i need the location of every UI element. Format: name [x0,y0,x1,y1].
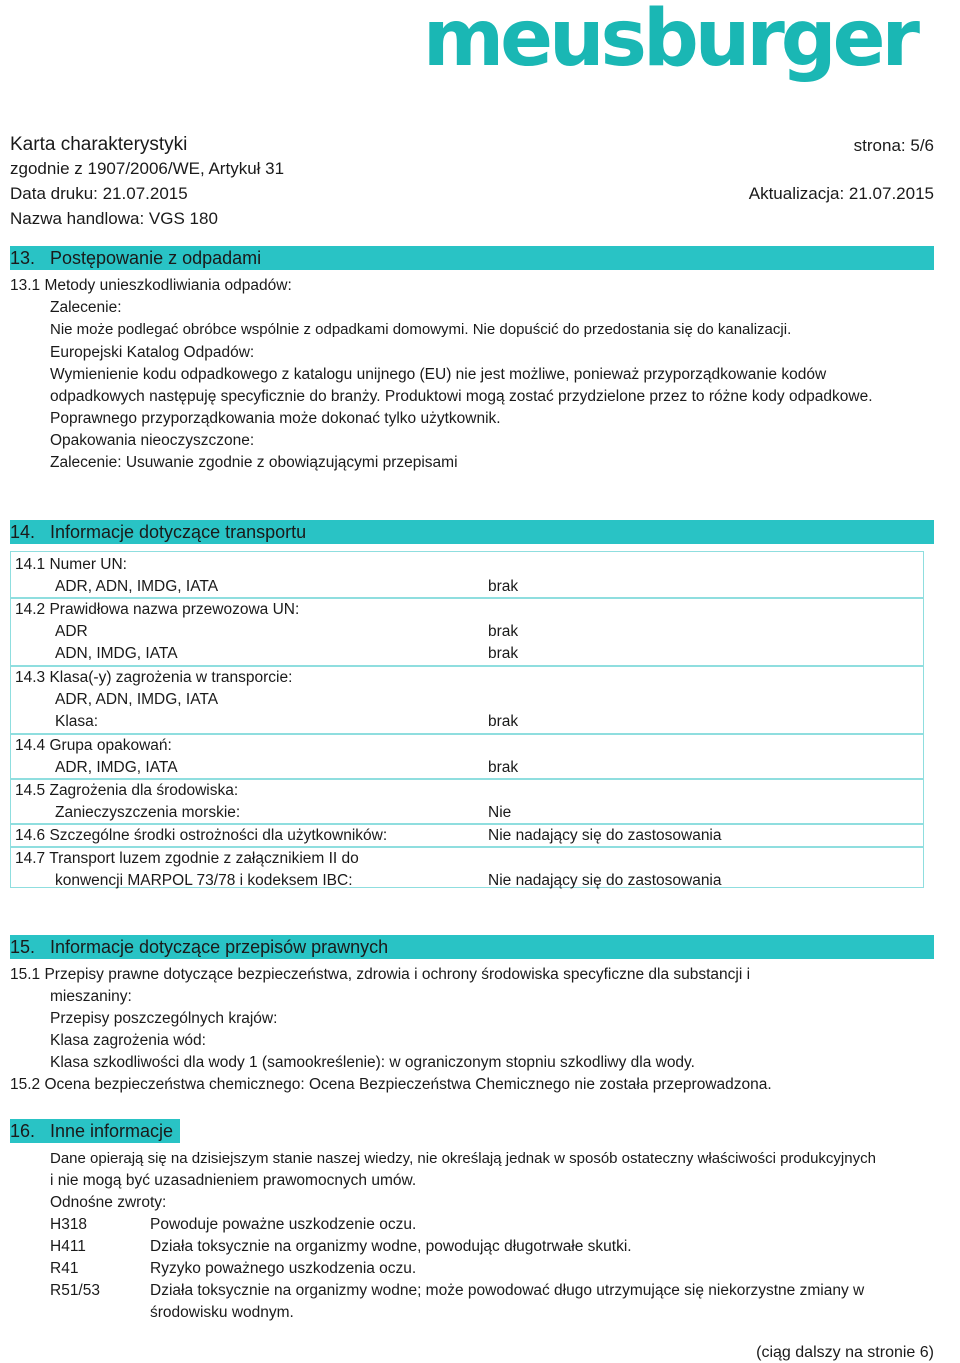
hazard-class-sub: Klasa: [55,713,99,730]
update-date: Aktualizacja: 21.07.2015 [748,184,934,203]
shipping-name-other-value: brak [488,645,519,662]
row-divider [10,846,924,848]
phrase-text-continued: środowisku wodnym. [150,1304,294,1321]
s13-recommendation-text: Nie może podlegać obróbce wspólnie z odpadkami domowymi. Nie dopuścić do przedostania się do kanalizacji. [50,321,792,338]
section-15-number: 15. [10,937,36,957]
print-date: Data druku: 21.07.2015 [10,184,188,203]
s16-intro-line-2: i nie mogą być uzasadnieniem prawomocnych umów. [50,1172,417,1189]
bulk-transport-label-1: 14.7 Transport luzem zgodnie z załącznikiem II do [15,850,359,867]
section-15-title: Informacje dotyczące przepisów prawnych [50,937,389,957]
relevant-phrases-label: Odnośne zwroty: [50,1194,167,1211]
phrase-text: Działa toksycznie na organizmy wodne, powodując długotrwałe skutki. [150,1238,632,1255]
row-divider [10,597,924,599]
s13-catalog-line-2: odpadkowych następuję specyficznie do branży. Produktowi mogą zostać przydzielone przez to różne kody odpadkowe. [50,388,873,405]
bulk-transport-value: Nie nadający się do zastosowania [488,872,722,889]
s13-catalog-line-1: Wymienienie kodu odpadkowego z katalogu unijnego (EU) nie jest możliwe, ponieważ przyporządkowanie kodów [50,366,827,383]
shipping-name-adr-value: brak [488,623,519,640]
chemical-safety-assessment: 15.2 Ocena bezpieczeństwa chemicznego: Ocena Bezpieczeństwa Chemicznego nie została przeprowadzona. [10,1076,772,1093]
row-divider [10,823,924,825]
s13-catalog-line-3: Poprawnego przyporządkowania może dokonać tylko użytkownik. [50,410,501,427]
un-number-value: brak [488,578,519,595]
water-hazard-label: Klasa zagrożenia wód: [50,1032,206,1049]
section-16-title: Inne informacje [50,1121,174,1141]
document-title: Karta charakterystyki [10,134,188,155]
packing-group-modes: ADR, IMDG, IATA [55,759,178,776]
s15-1-line-2: mieszaniny: [50,988,132,1005]
regulation-line: zgodnie z 1907/2006/WE, Artykuł 31 [10,159,285,178]
section-16-number: 16. [10,1121,36,1141]
un-number-modes: ADR, ADN, IMDG, IATA [55,578,219,595]
section-13-number: 13. [10,248,36,268]
shipping-name-adr: ADR [55,623,88,640]
section-15-header [10,935,934,959]
phrase-code: H318 [50,1216,88,1233]
bulk-transport-label-2: konwencji MARPOL 73/78 i kodeksem IBC: [55,872,353,889]
section-14-title: Informacje dotyczące transportu [50,522,307,542]
section-14-number: 14. [10,522,36,542]
phrase-code: R41 [50,1260,79,1277]
s13-catalog-label: Europejski Katalog Odpadów: [50,344,255,361]
trade-name: Nazwa handlowa: VGS 180 [10,209,218,228]
marine-pollutant-value: Nie [488,804,512,821]
marine-pollutant-label: Zanieczyszczenia morskie: [55,804,241,821]
row-divider [10,665,924,667]
s15-1-line-1: 15.1 Przepisy prawne dotyczące bezpieczeństwa, zdrowia i ochrony środowiska specyficzne dla substancji i [10,966,751,983]
section-16-header [10,1119,180,1143]
special-precautions-value: Nie nadający się do zastosowania [488,827,722,844]
special-precautions-label: 14.6 Szczególne środki ostrożności dla użytkowników: [15,827,388,844]
row-divider [10,733,924,735]
phrase-text: Powoduje poważne uszkodzenie oczu. [150,1216,417,1233]
s13-subheading: 13.1 Metody unieszkodliwiania odpadów: [10,277,292,294]
s16-intro-line-1: Dane opierają się na dzisiejszym stanie naszej wiedzy, nie określają jednak w sposób ostateczny właściwości produkcyjnych [50,1150,876,1167]
continued-note: (ciąg dalszy na stronie 6) [756,1344,934,1361]
hazard-class-value: brak [488,713,519,730]
hazard-class-label: 14.3 Klasa(-y) zagrożenia w transporcie: [15,669,293,686]
phrase-code: H411 [50,1238,86,1255]
section-13-header [10,246,934,270]
shipping-name-other: ADN, IMDG, IATA [55,645,178,662]
row-divider [10,778,924,780]
un-number-label: 14.1 Numer UN: [15,556,127,573]
shipping-name-label: 14.2 Prawidłowa nazwa przewozowa UN: [15,601,300,618]
s13-packaging-recommendation: Zalecenie: Usuwanie zgodnie z obowiązującymi przepisami [50,454,458,471]
national-regulations-label: Przepisy poszczególnych krajów: [50,1010,278,1027]
s13-packaging-label: Opakowania nieoczyszczone: [50,432,255,449]
packing-group-label: 14.4 Grupa opakowań: [15,737,172,754]
phrase-text: Działa toksycznie na organizmy wodne; może powodować długo utrzymujące się niekorzystne zmiany w [150,1282,865,1299]
section-13-title: Postępowanie z odpadami [50,248,262,268]
s13-recommendation-label: Zalecenie: [50,299,122,316]
hazard-class-modes: ADR, ADN, IMDG, IATA [55,691,219,708]
section-14-header [10,520,934,544]
page-number: strona: 5/6 [853,136,934,155]
env-hazard-label: 14.5 Zagrożenia dla środowiska: [15,782,239,799]
phrase-text: Ryzyko poważnego uszkodzenia oczu. [150,1260,417,1277]
phrase-code: R51/53 [50,1282,100,1299]
water-hazard-text: Klasa szkodliwości dla wody 1 (samookreślenie): w ograniczonym stopniu szkodliwy dla wody. [50,1054,695,1071]
packing-group-value: brak [488,759,519,776]
company-logo: meusburger [422,0,916,84]
